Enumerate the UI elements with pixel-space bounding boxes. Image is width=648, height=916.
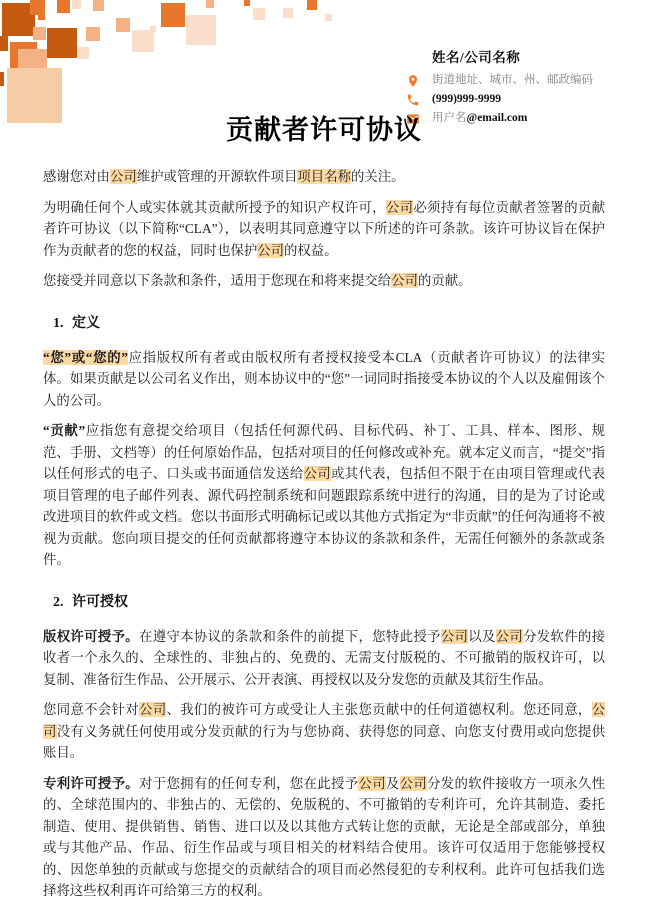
paragraph [43,773,605,902]
text-run: 在遵守本协议的条款和条件的前提下，您特此授予 [139,628,441,644]
text-run: 为明确任何个人或实体就其贡献所授予的知识产权许可， [43,199,386,215]
section-heading [43,314,605,334]
placeholder-field[interactable]: 公司 [495,628,524,644]
section [43,314,605,571]
paragraph [43,626,605,691]
placeholder-field[interactable]: 公司 [257,242,285,258]
text-run: 应指版权所有者或由版权所有者授权接受本CLA（贡献者许可协议）的法律实体。如果贡献是以公司名义作出，则本协议中的“您”一词同时指接受本协议的个人以及雇佣该个人的公司。 [43,349,606,408]
text-run: 的贡献。 [417,273,472,288]
text-run: 对于您拥有的任何专利，您在此授予 [139,775,359,791]
contact-address: 街道地址、城市、州、邮政编码 [432,74,593,86]
contact-email-domain: @email.com [466,112,528,124]
placeholder-field[interactable]: 公司 [109,169,137,184]
contact-name: 姓名/公司名称 [432,50,521,65]
section [43,593,605,902]
placeholder-field[interactable]: “您”或“您的” [43,349,128,365]
text-run: 维护或管理的开源软件项目 [136,169,298,184]
placeholder-field[interactable]: 项目名称 [297,169,351,184]
text-run: 必须持有每位贡献者签署的贡献者许可协议（以下简称“CLA”），以表明其同意遵守以下所述的许可条款。该许可协议旨在保护作为贡献者的您的权益，同时也保护 [43,199,606,258]
placeholder-field[interactable]: 公司 [43,702,606,739]
paragraph [43,197,605,262]
placeholder-field[interactable]: 公司 [139,702,167,717]
contact-phone: (999)999-9999 [432,93,501,105]
text-run: 您接受并同意以下条款和条件，适用于您现在和将来提交给 [43,273,392,288]
section-number: 2. [53,594,64,610]
text-run: 版权许可授予。 [43,628,140,644]
sections [43,314,605,902]
paragraph [43,420,605,571]
placeholder-field[interactable]: 公司 [358,775,386,791]
paragraph [43,270,605,292]
placeholder-field[interactable]: 公司 [399,775,428,791]
section-title: 定义 [72,315,100,331]
document-page [43,0,605,911]
paragraph [43,347,605,412]
text-run: 或其代表，包括但不限于在由项目管理或代表项目管理的电子邮件列表、源代码控制系统和问题跟踪系统中进行的沟通，目的是为了讨论或改进项目的软件或文档。您以书面形式明确标记或以其他方式指定为“非贡献”的任何沟通将不被视为贡献。您向项目提交的任何贡献都将遵守本协议的条款和条件，无需任何额外的条款或条件。 [43,466,606,567]
section-number: 1. [53,315,64,331]
text-run: 分发软件的接收者一个永久的、全球性的、非独占的、免费的、无需支付版税的、不可撤销的版权许可，以复制、准备衍生作品、公开展示、公开表演、再授权以及分发您的贡献及其衍生作品。 [43,628,606,687]
text-run: 感谢您对由 [43,169,110,184]
paragraph [43,699,605,764]
text-run: 以及 [468,628,496,644]
text-run: 专利许可授予。 [43,775,140,791]
contact-email-user: 用户名 [432,112,467,124]
document-title: 贡献者许可协议 [226,115,422,145]
text-run: 应指您有意提交给项目（包括任何源代码、目标代码、补丁、工具、样本、图形、规范、手册、文档等）的任何原始作品，包括对项目的任何修改或补充。就本定义而言，“提交”指以任何形式的电子、口头或书面通信发送给 [43,423,606,481]
section-title: 许可授权 [72,594,128,610]
text-run: “贡献” [43,423,86,438]
paragraph [43,166,605,188]
text-run: 分发的软件接收方一项永久性的、全球范围内的、非独占的、无偿的、免版税的、不可撤销的专利许可，允许其制造、委托制造、使用、提供销售、销售、进口以及以其他方式转让您的贡献，无论是全部或部分，单独或与其他产品、作品、衍生作品或与项目相关的材料结合使用。该许可仅适用于您能够授权的、因您单独的贡献或与您提交的贡献结合的项目而必然侵犯的专利权利。此许可包括我们选择将这些权利再许可给第三方的权利。 [43,775,606,898]
placeholder-field[interactable]: 公司 [440,628,469,644]
intro-paragraphs [43,166,605,292]
text-run: 及 [385,775,400,791]
mosaic-square [0,72,4,86]
section-heading [43,593,605,613]
text-run: 、我们的被许可方或受让人主张您贡献中的任何道德权利。您还同意， [166,702,592,717]
text-run: 的权益。 [284,242,338,258]
text-run: 的关注。 [350,169,405,184]
text-run: 没有义务就任何使用或分发贡献的行为与您协商、获得您的同意、向您支付费用或向您提供账目。 [43,723,606,760]
placeholder-field[interactable]: 公司 [385,199,414,215]
placeholder-field[interactable]: 公司 [303,466,332,481]
placeholder-field[interactable]: 公司 [391,273,418,288]
text-run: 您同意不会针对 [43,702,140,717]
mosaic-square [0,36,8,51]
